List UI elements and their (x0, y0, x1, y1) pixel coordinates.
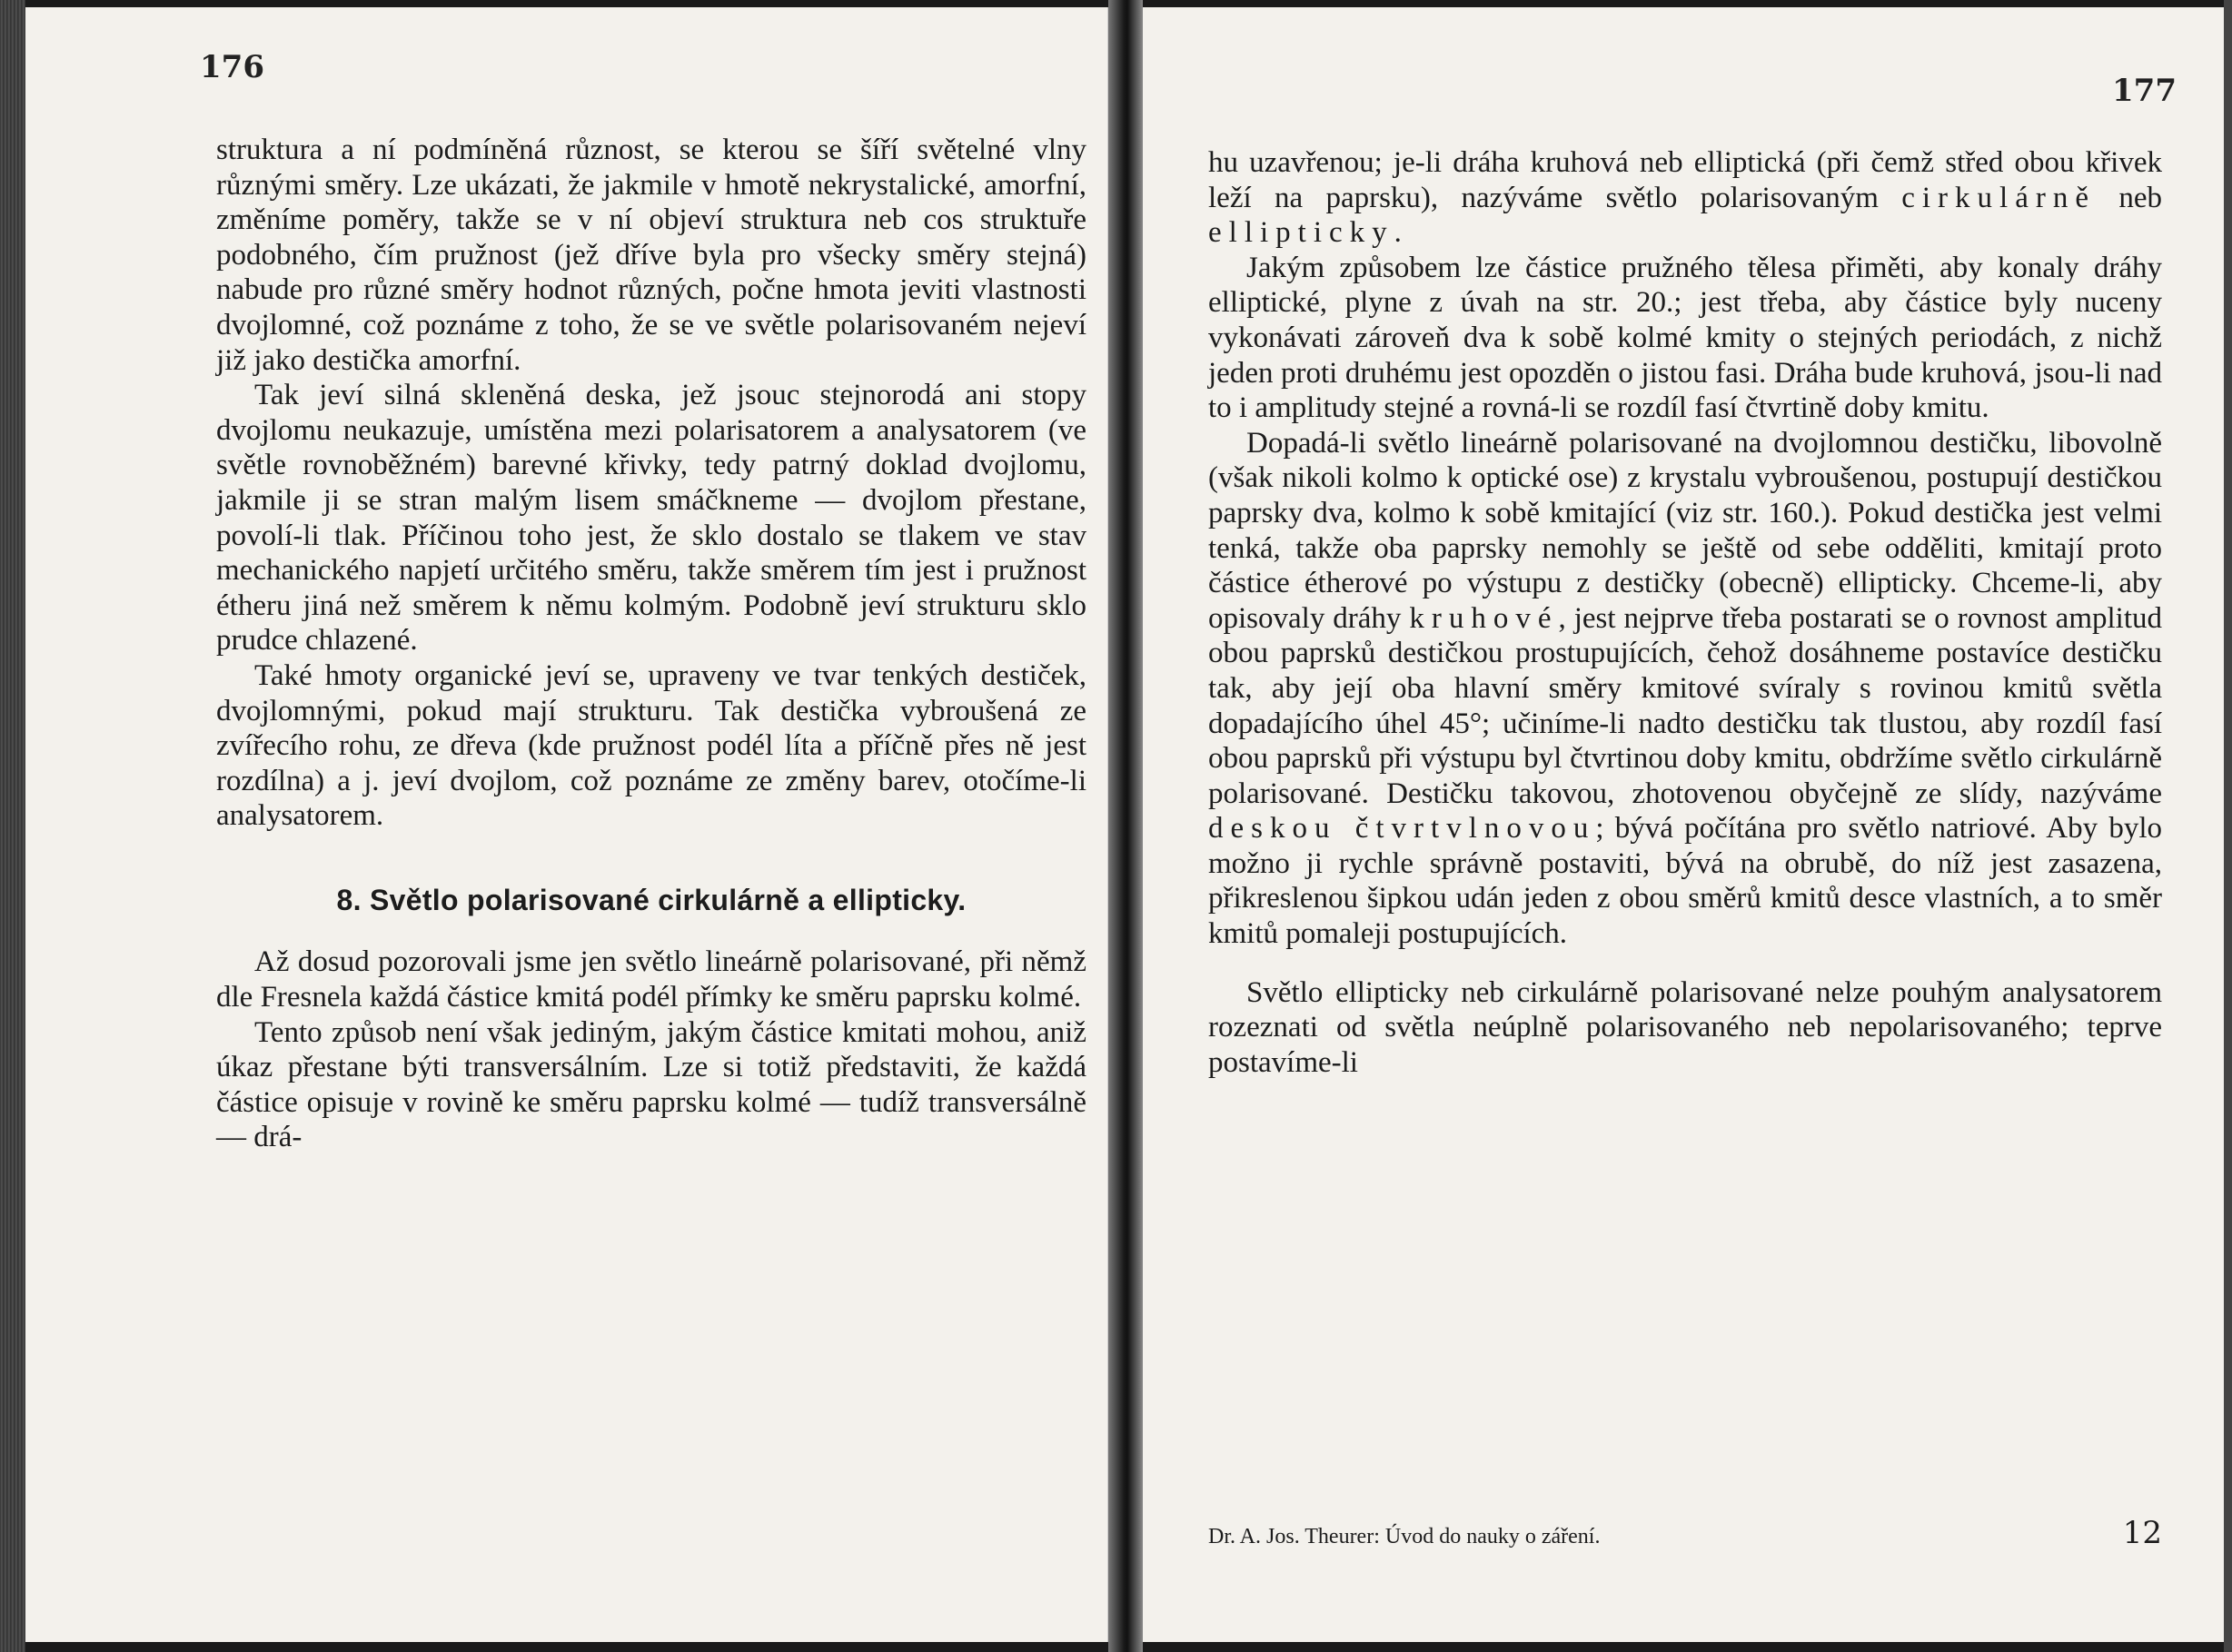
paragraph: Tento způsob není však jediným, jakým částice kmitati mohou, aniž úkaz přestane býti transversálním. Lze si totiž představiti, že každá částice opisuje v rovině ke směru paprsku kolmé — tudíž transversálně — drá- (216, 1015, 1086, 1154)
paragraph: hu uzavřenou; je-li dráha kruhová neb elliptická (při čemž střed obou křivek leží na paprsku), nazýváme světlo polarisovaným cirkulárně neb ellipticky. (1208, 146, 2162, 250)
right-page (1143, 7, 2224, 1642)
book-gutter (1108, 0, 1143, 1652)
spaced-term: ellipticky (1208, 216, 1394, 250)
page-number-right: 177 (2112, 73, 2177, 109)
page-number-left: 176 (200, 49, 264, 85)
spaced-term: cirkulárně (1901, 181, 2096, 214)
spaced-term: kruhové (1409, 601, 1559, 635)
left-page (25, 7, 1108, 1642)
signature-number: 12 (2122, 1515, 2162, 1551)
paragraph: Dopadá-li světlo lineárně polarisované na dvojlomnou destičku, libovolně (však nikoli kolmo k optické ose) z krystalu vybroušenou, postupují destičkou paprsky dva, kolmo k sobě kmitající (viz str. 160.). Pokud destička jest velmi tenká, takže oba paprsky nemohly se ještě od sebe odděliti, kmitají proto částice étherové po výstupu z destičky (obecně) ellipticky. Chceme-li, aby opisovaly dráhy kruhové, jest nejprve třeba postarati se o rovnost amplitud obou paprsků destičkou prostupujících, čehož dosáhneme postavíce destičku tak, aby její oba hlavní směry kmitové svíraly s rovinou kmitů světla dopadajícího úhel 45°; učiníme-li nadto destičku tak tlustou, aby rozdíl fasí obou paprsků při výstupu byl čtvrtinou doby kmitu, obdržíme světlo cirkulárně polarisované. Destičku takovou, zhotovenou obyčejně ze slídy, nazýváme deskou čtvrtvlnovou; bývá počítána pro světlo natriové. Aby bylo možno ji rychle správně postaviti, bývá na obrubě, do níž jest zasazena, přikreslenou šipkou udán jeden z obou směrů kmitů desce vlastních, a to směr kmitů pomaleji postupujících. (1208, 426, 2162, 951)
section-heading: 8. Světlo polarisované cirkulárně a ellipticky. (336, 883, 967, 916)
paragraph: Světlo ellipticky neb cirkulárně polarisované nelze pouhým analysatorem rozeznati od světla neúplně polarisovaného neb nepolarisovaného; teprve postavíme-li (1208, 975, 2162, 1079)
paragraph: Také hmoty organické jeví se, upraveny ve tvar tenkých destiček, dvojlomnými, pokud mají strukturu. Tak destička vybroušená ze zvířecího rohu, ze dřeva (kde pružnost podél líta a příčně přes ně jest rozdílna) a j. jeví dvojlom, což poznáme ze změny barev, otočíme-li analysatorem. (216, 658, 1086, 833)
page-footer (1208, 1515, 2162, 1551)
left-page-text (216, 133, 1086, 1155)
footer-citation: Dr. A. Jos. Theurer: Úvod do nauky o záření. (1208, 1525, 1601, 1548)
paragraph: struktura a ní podmíněná různost, se kterou se šíří světelné vlny různými směry. Lze ukázati, že jakmile v hmotě nekrystalické, amorfní, změníme poměry, takže se v ní objeví struktura neb cos struktuře podobného, čím pružnost (jež dříve byla pro všecky směry stejná) nabude pro různé směry hodnot různých, počne hmota jeviti vlastnosti dvojlomné, což poznáme z toho, že se ve světle polarisovaném nejeví již jako destička amorfní. (216, 134, 1086, 377)
paragraph: Jakým způsobem lze částice pružného tělesa přiměti, aby konaly dráhy elliptické, plyne z úvah na str. 20.; jest třeba, aby částice byly nuceny vykonávati zároveň dva k sobě kolmé kmity o stejných periodách, z nichž jeden proti druhému jest opozděn o jistou fasi. Dráha bude kruhová, jsou-li nad to i amplitudy stejné a rovná-li se rozdíl fasí čtvrtině doby kmitu. (1208, 251, 2162, 425)
right-page-text (1208, 145, 2162, 1080)
paragraph: Až dosud pozorovali jsme jen světlo lineárně polarisované, při němž dle Fresnela každá částice kmitá podél přímky ke směru paprsku kolmé. (216, 945, 1086, 1014)
book-edge-left (0, 0, 25, 1652)
paragraph: Tak jeví silná skleněná deska, jež jsouc stejnorodá ani stopy dvojlomu neukazuje, umístěna mezi polarisatorem a analysatorem (ve světle rovnoběžném) barevné křivky, tedy patrný doklad dvojlomu, jakmile ji se stran malým lisem smáčkneme — dvojlom přestane, povolí-li tlak. Příčinou toho jest, že sklo dostalo se tlakem ve stav mechanického napjetí určitého směru, takže směrem tím jest i pružnost étheru jiná než směrem k němu kolmým. Podobně jeví strukturu sklo prudce chlazené. (216, 379, 1086, 658)
spaced-term: deskou čtvrtvlnovou (1208, 812, 1596, 846)
book-edge-right (2224, 0, 2232, 1652)
